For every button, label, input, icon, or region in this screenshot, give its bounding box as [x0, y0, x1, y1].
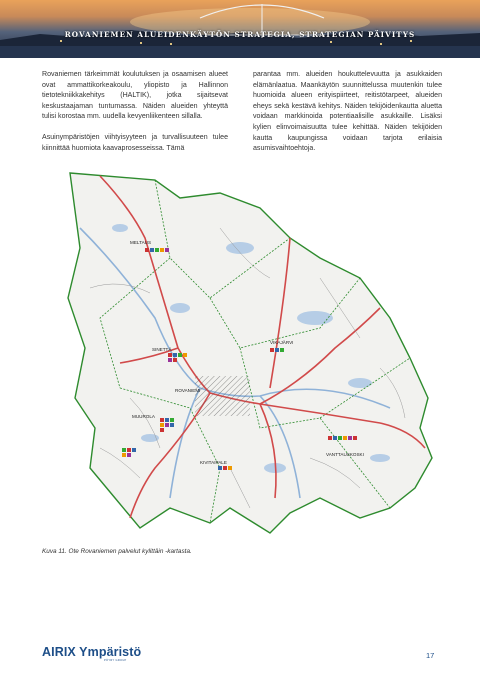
map-label-vikajarvi: VIKAJÄRVI	[270, 340, 294, 345]
map-label-kivitaipale: KIVITAIPALE	[200, 460, 227, 465]
page-number: 17	[426, 651, 435, 660]
figure-caption: Kuva 11. Ote Rovaniemen palvelut kylittäin -kartasta.	[42, 548, 192, 555]
paragraph: Rovaniemen tärkeimmät koulutuksen ja osaamisen alueet ovat ammattikorkeakoulu, yliopisto ja Hallinnon tietotekniikkakehitys (HALTIK), jotka sijaitsevat keskustaajaman tuntumassa. Näiden alueiden yhteyttä tulisi korostaa mm. uudella kevyenliikenteen sillalla.	[42, 71, 228, 121]
text-column-left	[42, 70, 228, 164]
map-label-vanttauskoski: VANTTAUSKOSKI	[326, 452, 364, 457]
company-logo	[42, 645, 142, 662]
map-label-muurola: MUUROLA	[132, 414, 155, 419]
map-label-rovaniemi: ROVANIEMI	[175, 388, 201, 393]
document-header-title: ROVANIEMEN ALUEIDENKÄYTÖN STRATEGIA, STRATEGIAN PÄIVITYS	[64, 30, 416, 39]
paragraph: parantaa mm. alueiden houkuttelevuutta ja asukkaiden elämänlaatua. Maankäytön suunnittelussa muutenkin tulee huomioida alueen erityispiirteet, reitistötarpeet, alueiden eheys sekä kestävä kehitys. Näiden tekijöidenkautta aluetta voidaan markkinoida potentiaalisille asukkaille. Lisäksi kylien elinvoimaisuutta tulee kehittää. Näiden tekijöiden kautta kaupungissa voidaan tarjota erilaisia asumisvaihtoehtoja.	[253, 71, 442, 153]
city-skyline-photo	[0, 0, 480, 58]
urban-area	[195, 376, 250, 416]
map-label-sinetta: SINETTÄ	[152, 347, 172, 352]
logo-subtext: PÖYRY GROUP	[104, 659, 127, 662]
text-column-right	[253, 70, 442, 165]
header-banner	[0, 0, 480, 58]
services-map	[60, 168, 443, 540]
paragraph: Asuinympäristöjen viihtyisyyteen ja turvallisuuteen tulee kiinnittää huomiota kaavaprosesseissa. Tämä	[42, 133, 228, 152]
municipality-map-svg	[60, 168, 443, 540]
logo-text: AIRIX Ympäristö	[42, 645, 142, 659]
map-label-meltaus: MELTAUS	[130, 240, 152, 245]
